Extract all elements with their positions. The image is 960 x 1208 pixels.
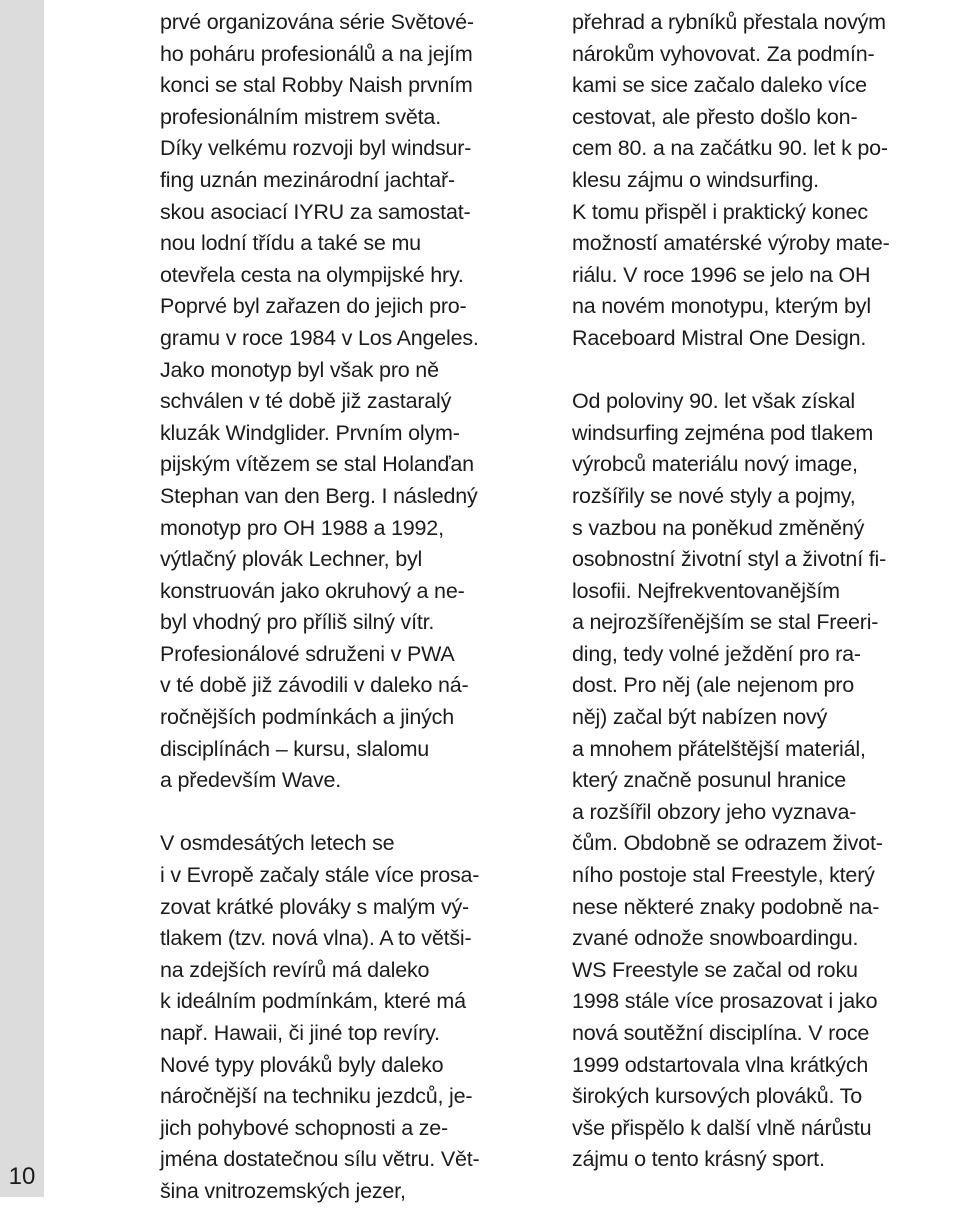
- text-line: a nejrozšířenějším se stal Freeri-: [572, 610, 879, 635]
- text-line: skou asociací IYRU za samostat-: [160, 199, 471, 224]
- text-line: nárokům vyhovovat. Za podmín-: [572, 41, 875, 66]
- text-line: konci se stal Robby Naish prvním: [160, 73, 473, 98]
- text-line: jména dostatečnou sílu větru. Vět-: [160, 1147, 480, 1172]
- text-line: dost. Pro něj (ale nejenom pro: [572, 673, 855, 698]
- text-line: na novém monotypu, kterým byl: [572, 294, 871, 319]
- page-number: 10: [8, 1163, 36, 1190]
- text-line: i v Evropě začaly stále více prosa-: [160, 863, 480, 888]
- text-line: vše přispělo k další vlně nárůstu: [572, 1115, 872, 1140]
- text-line: zvané odnože snowboardingu.: [572, 926, 859, 951]
- text-line: výtlačný plovák Lechner, byl: [160, 547, 423, 572]
- page-margin-bar: [0, 0, 44, 1197]
- text-line: 1999 odstartovala vlna krátkých: [572, 1052, 869, 1077]
- paragraph-gap: [572, 355, 960, 387]
- text-line: šina vnitrozemských jezer,: [160, 1178, 406, 1203]
- text-line: širokých kursových plováků. To: [572, 1084, 862, 1109]
- left-paragraph-1: [160, 7, 550, 797]
- text-line: Díky velkému rozvoji byl windsur-: [160, 136, 472, 161]
- text-line: pijským vítězem se stal Holanďan: [160, 452, 474, 477]
- left-paragraph-2: [160, 828, 550, 1207]
- text-line: s vazbou na poněkud změněný: [572, 515, 865, 540]
- text-line: tlakem (tzv. nová vlna). A to větši-: [160, 926, 472, 951]
- right-paragraph-1: [572, 7, 960, 355]
- text-line: na zdejších revírů má daleko: [160, 957, 430, 982]
- text-line: V osmdesátých letech se: [160, 831, 395, 856]
- text-line: otevřela cesta na olympijské hry.: [160, 262, 464, 287]
- text-line: ho poháru profesionálů a na jejím: [160, 41, 473, 66]
- text-line: kluzák Windglider. Prvním olym-: [160, 420, 460, 445]
- text-line: náročnější na techniku jezdců, je-: [160, 1084, 473, 1109]
- text-line: nou lodní třídu a také se mu: [160, 231, 421, 256]
- text-line: losofii. Nejfrekventovanějším: [572, 578, 840, 603]
- text-line: jich pohybové schopnosti a ze-: [160, 1115, 449, 1140]
- text-line: ding, tedy volné ježdění pro ra-: [572, 641, 861, 666]
- text-line: a rozšířil obzory jeho vyznava-: [572, 799, 857, 824]
- text-line: monotyp pro OH 1988 a 1992,: [160, 515, 444, 540]
- text-line: výrobců materiálu nový image,: [572, 452, 858, 477]
- left-text-column: [160, 7, 550, 1208]
- text-line: Od poloviny 90. let však získal: [572, 389, 855, 414]
- paragraph-gap: [160, 797, 550, 829]
- text-line: kami se sice začalo daleko více: [572, 73, 867, 98]
- text-line: Poprvé byl zařazen do jejich pro-: [160, 294, 467, 319]
- text-line: rozšířily se nové styly a pojmy,: [572, 483, 856, 508]
- text-line: a především Wave.: [160, 768, 342, 793]
- text-line: K tomu přispěl i praktický konec: [572, 199, 868, 224]
- text-line: který značně posunul hranice: [572, 768, 847, 793]
- text-line: přehrad a rybníků přestala novým: [572, 10, 886, 34]
- text-line: cestovat, ale přesto došlo kon-: [572, 104, 858, 129]
- text-line: nese některé znaky podobně na-: [572, 894, 880, 919]
- text-line: v té době již závodili v daleko ná-: [160, 673, 469, 698]
- text-line: k ideálním podmínkám, které má: [160, 989, 466, 1014]
- text-line: profesionálním mistrem světa.: [160, 104, 441, 129]
- text-line: 1998 stále více prosazovat i jako: [572, 989, 878, 1014]
- text-line: čům. Obdobně se odrazem život-: [572, 831, 883, 856]
- text-line: byl vhodný pro příliš silný vítr.: [160, 610, 435, 635]
- text-line: konstruován jako okruhový a ne-: [160, 578, 465, 603]
- text-line: cem 80. a na začátku 90. let k po-: [572, 136, 888, 161]
- text-line: a mnohem přátelštější materiál,: [572, 736, 866, 761]
- text-line: ního postoje stal Freestyle, který: [572, 863, 875, 888]
- text-line: zájmu o tento krásný sport.: [572, 1147, 825, 1172]
- text-line: prvé organizována série Světové-: [160, 10, 474, 34]
- text-line: něj) začal být nabízen nový: [572, 705, 828, 730]
- right-paragraph-2: [572, 386, 960, 1176]
- text-line: riálu. V roce 1996 se jelo na OH: [572, 262, 871, 287]
- text-line: zovat krátké plováky s malým vý-: [160, 894, 470, 919]
- text-line: gramu v roce 1984 v Los Angeles.: [160, 325, 479, 350]
- text-line: klesu zájmu o windsurfing.: [572, 167, 819, 192]
- right-text-column: [572, 7, 960, 1176]
- text-line: ročnějších podmínkách a jiných: [160, 705, 454, 730]
- text-line: disciplínách – kursu, slalomu: [160, 736, 430, 761]
- text-line: Stephan van den Berg. I následný: [160, 483, 478, 508]
- text-line: Profesionálové sdruženi v PWA: [160, 641, 455, 666]
- text-line: osobnostní životní styl a životní fi-: [572, 547, 887, 572]
- text-line: windsurfing zejména pod tlakem: [572, 420, 874, 445]
- text-line: Raceboard Mistral One Design.: [572, 325, 867, 350]
- text-line: nová soutěžní disciplína. V roce: [572, 1021, 870, 1045]
- text-line: schválen v té době již zastaralý: [160, 389, 452, 414]
- text-line: Nové typy plováků byly daleko: [160, 1052, 444, 1077]
- text-line: fing uznán mezinárodní jachtař-: [160, 167, 455, 192]
- text-line: Jako monotyp byl však pro ně: [160, 357, 439, 382]
- text-line: WS Freestyle se začal od roku: [572, 957, 858, 982]
- text-line: např. Hawaii, či jiné top revíry.: [160, 1021, 440, 1045]
- text-line: možností amatérské výroby mate-: [572, 231, 890, 256]
